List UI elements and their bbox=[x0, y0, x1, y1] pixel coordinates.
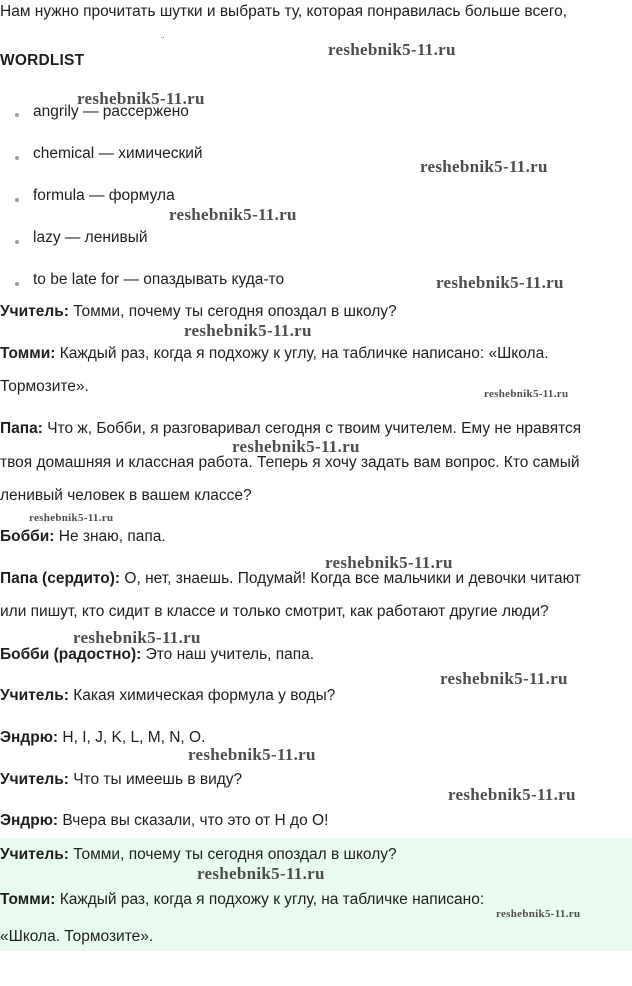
dialogue-line bbox=[0, 345, 549, 363]
dialogue-continuation: или пишут, кто сидит в классе и только смотрит, как работают другие люди? bbox=[0, 603, 549, 620]
watermark: reshebnik5-11.ru bbox=[328, 40, 456, 59]
list-item: angrily — рассержено bbox=[33, 103, 189, 120]
line-text: Что ты имеешь в виду? bbox=[68, 771, 243, 788]
speaker: Бобби (радостно): bbox=[0, 646, 142, 663]
line-text: Каждый раз, когда я подхожу к углу, на табличке написано: bbox=[55, 891, 485, 908]
dialogue-line bbox=[0, 646, 314, 664]
dialogue-line bbox=[0, 570, 581, 588]
line-text: Что ж, Бобби, я разговаривал сегодня с твоим учителем. Ему не нравятся bbox=[42, 420, 582, 437]
watermark: reshebnik5-11.ru bbox=[232, 437, 360, 456]
watermark: reshebnik5-11.ru bbox=[188, 745, 316, 764]
line-text: О, нет, знаешь. Подумай! Когда все мальчики и девочки читают bbox=[120, 570, 581, 587]
line-text: H, I, J, K, L, M, N, O. bbox=[58, 729, 206, 746]
list-item: formula — формула bbox=[33, 187, 175, 204]
list-item: to be late for — опаздывать куда-то bbox=[33, 271, 285, 288]
speaker: Бобби: bbox=[0, 528, 55, 545]
dialogue-continuation: «Школа. Тормозите». bbox=[0, 928, 154, 945]
watermark: reshebnik5-11.ru bbox=[197, 864, 325, 883]
bullet bbox=[15, 240, 19, 244]
bullet bbox=[15, 156, 19, 160]
speaker: Томми: bbox=[0, 891, 56, 908]
dialogue-line bbox=[0, 528, 166, 546]
list-item: lazy — ленивый bbox=[33, 229, 148, 246]
dialogue-line bbox=[0, 687, 335, 705]
dialogue-line bbox=[0, 729, 205, 747]
dialogue-line bbox=[0, 771, 242, 789]
dialogue-continuation: Тормозите». bbox=[0, 378, 89, 395]
line-text: Не знаю, папа. bbox=[54, 528, 166, 545]
watermark: reshebnik5-11.ru bbox=[436, 273, 564, 292]
watermark: reshebnik5-11.ru bbox=[420, 157, 548, 176]
speaker: Учитель: bbox=[0, 303, 69, 320]
watermark: reshebnik5-11.ru bbox=[73, 628, 201, 647]
watermark: reshebnik5-11.ru bbox=[184, 321, 312, 340]
speaker: Учитель: bbox=[0, 687, 69, 704]
watermark: reshebnik5-11.ru bbox=[77, 89, 205, 108]
speaker: Учитель: bbox=[0, 846, 69, 863]
watermark: reshebnik5-11.ru bbox=[496, 908, 581, 920]
watermark: reshebnik5-11.ru bbox=[448, 785, 576, 804]
line-text: Томми, почему ты сегодня опоздал в школу? bbox=[68, 846, 397, 863]
speaker: Эндрю: bbox=[0, 812, 59, 829]
bullet bbox=[15, 198, 19, 202]
speaker: Учитель: bbox=[0, 771, 69, 788]
bullet bbox=[15, 113, 19, 117]
speaker: Томми: bbox=[0, 345, 56, 362]
speaker: Папа (сердито): bbox=[0, 570, 121, 587]
watermark: reshebnik5-11.ru bbox=[169, 205, 297, 224]
wordlist-title: WORDLIST bbox=[0, 52, 85, 69]
watermark: reshebnik5-11.ru bbox=[325, 553, 453, 572]
dialogue-line bbox=[0, 812, 328, 830]
dialogue-continuation: ленивый человек в вашем классе? bbox=[0, 487, 252, 504]
intro-text: Нам нужно прочитать шутки и выбрать ту, которая понравилась больше всего, bbox=[0, 3, 568, 20]
speaker: Эндрю: bbox=[0, 729, 59, 746]
bullet bbox=[15, 282, 19, 286]
list-item: chemical — химический bbox=[33, 145, 203, 162]
line-text: Это наш учитель, папа. bbox=[141, 646, 315, 663]
watermark: reshebnik5-11.ru bbox=[484, 388, 569, 400]
dialogue-line bbox=[0, 891, 484, 909]
watermark: reshebnik5-11.ru bbox=[440, 669, 568, 688]
decorative-dots: ¨ bbox=[161, 36, 165, 47]
dialogue-line bbox=[0, 846, 397, 864]
dialogue-continuation: твоя домашняя и классная работа. Теперь я хочу задать вам вопрос. Кто самый bbox=[0, 454, 580, 471]
dialogue-line bbox=[0, 420, 581, 438]
speaker: Папа: bbox=[0, 420, 43, 437]
line-text: Вчера вы сказали, что это от H до O! bbox=[58, 812, 329, 829]
line-text: Томми, почему ты сегодня опоздал в школу? bbox=[68, 303, 397, 320]
dialogue-line bbox=[0, 303, 397, 321]
line-text: Каждый раз, когда я подхожу к углу, на табличке написано: «Школа. bbox=[55, 345, 549, 362]
line-text: Какая химическая формула у воды? bbox=[68, 687, 336, 704]
watermark: reshebnik5-11.ru bbox=[29, 512, 114, 524]
